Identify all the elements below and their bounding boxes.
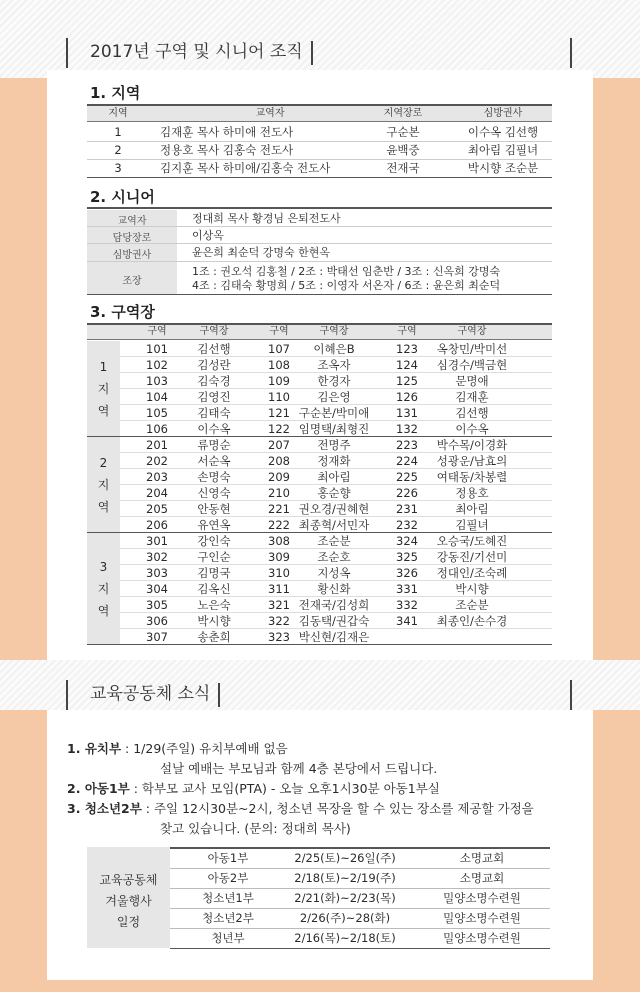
senior-value: 이상옥 xyxy=(192,228,224,242)
schedule-label-line: 일정 xyxy=(116,915,141,929)
leader-row-rule xyxy=(120,420,552,421)
leader-cell: 박신현/김재은 xyxy=(298,630,370,644)
leader-cell: 이수옥 xyxy=(455,422,489,436)
leader-cell: 109 xyxy=(268,374,290,388)
leader-cell: 조순호 xyxy=(317,550,351,564)
leader-cell: 최아림 xyxy=(317,470,351,484)
leader-cell: 326 xyxy=(396,566,418,580)
leader-cell: 성광운/남효의 xyxy=(436,454,508,468)
leader-row-rule xyxy=(120,484,552,485)
leader-cell: 225 xyxy=(396,470,418,484)
education-item-dept: 아동1부 xyxy=(84,781,130,796)
schedule-label-line: 교육공동체 xyxy=(99,873,158,887)
senior-value: 윤은희 최순덕 강명숙 한현옥 xyxy=(192,246,331,259)
leader-cell: 202 xyxy=(146,454,168,468)
district-cell-deaconess: 박시향 조순분 xyxy=(467,161,539,175)
leader-cell: 신영숙 xyxy=(197,486,231,500)
organization-title: 2017년 구역 및 시니어 조직 xyxy=(90,41,313,65)
leader-row-rule xyxy=(120,356,552,357)
leader-cell: 205 xyxy=(146,502,168,516)
leader-cell: 정용호 xyxy=(455,486,489,500)
schedule-cell: 소명교회 xyxy=(459,851,505,865)
leader-row-rule xyxy=(120,500,552,501)
leader-cell: 305 xyxy=(146,598,168,612)
schedule-row-rule xyxy=(170,888,550,889)
leader-cell: 조순분 xyxy=(455,598,489,612)
leader-cell: 123 xyxy=(396,342,418,356)
leaders-title: 3. 구역장 xyxy=(90,303,155,321)
education-item-text-line2: 설날 예배는 부모님과 함께 4층 본당에서 드립니다. xyxy=(160,761,438,776)
leader-cell: 최종혁/서민자 xyxy=(298,518,370,532)
leader-cell: 유연옥 xyxy=(197,518,231,532)
district-label-char: 역 xyxy=(97,500,110,514)
education-item-text: : 1/29(주일) 유치부예배 없음 xyxy=(121,741,288,756)
leader-cell: 정재화 xyxy=(317,454,351,468)
district-cell-num: 1 xyxy=(114,125,122,139)
schedule-cell: 청년부 xyxy=(211,931,245,945)
leader-cell: 108 xyxy=(268,358,290,372)
leader-row-rule xyxy=(120,564,552,565)
leader-row-rule xyxy=(120,612,552,613)
schedule-label-line: 겨울행사 xyxy=(105,894,152,908)
leader-cell: 전재국/김성희 xyxy=(298,598,370,612)
district-cell-deaconess: 최아림 김필녀 xyxy=(467,143,539,157)
district-label-char: 역 xyxy=(97,404,110,418)
districts-title: 1. 지역 xyxy=(90,84,141,102)
leader-cell: 204 xyxy=(146,486,168,500)
leader-cell: 김선행 xyxy=(197,342,231,356)
district-label-char: 역 xyxy=(97,604,110,618)
leader-cell: 208 xyxy=(268,454,290,468)
leader-cell: 홍순향 xyxy=(317,486,351,500)
education-item-2 xyxy=(67,781,440,797)
schedule-cell: 밀양소명수련원 xyxy=(443,911,521,925)
district-group-rule xyxy=(87,436,552,437)
leader-cell: 332 xyxy=(396,598,418,612)
leader-cell: 122 xyxy=(268,422,290,436)
leader-cell: 321 xyxy=(268,598,290,612)
districts-header-cell: 지역 xyxy=(108,108,128,119)
district-label-char: 1 xyxy=(99,360,108,374)
leader-row-rule xyxy=(120,404,552,405)
education-item-dept: 유치부 xyxy=(84,741,122,756)
district-cell-deaconess: 이수옥 김선행 xyxy=(467,125,539,139)
leaders-header-cell: 구역 xyxy=(147,326,167,337)
leader-cell: 102 xyxy=(146,358,168,372)
schedule-row-rule xyxy=(170,928,550,929)
leader-cell: 심경수/백금현 xyxy=(436,358,508,372)
leader-cell: 121 xyxy=(268,406,290,420)
leader-cell: 이수옥 xyxy=(197,422,231,436)
leader-row-rule xyxy=(120,468,552,469)
leader-cell: 210 xyxy=(268,486,290,500)
leader-cell: 김동택/권갑숙 xyxy=(298,614,370,628)
leader-cell: 107 xyxy=(268,342,290,356)
schedule-cell: 2/21(화)~2/23(목) xyxy=(294,891,396,905)
education-item-3 xyxy=(67,801,534,817)
leader-cell: 110 xyxy=(268,390,290,404)
education-item-dept: 청소년2부 xyxy=(84,801,142,816)
education-title: 교육공동체 소식 xyxy=(90,683,220,707)
leader-cell: 임명택/최형진 xyxy=(298,422,370,436)
leaders-header-cell: 구역장 xyxy=(199,326,229,337)
leader-cell: 222 xyxy=(268,518,290,532)
leader-cell: 문명애 xyxy=(455,374,489,388)
education-item-text-line2: 찾고 있습니다. (문의: 정대희 목사) xyxy=(160,821,351,836)
schedule-cell: 청소년1부 xyxy=(202,891,254,905)
leader-cell: 104 xyxy=(146,390,168,404)
education-banner xyxy=(66,680,572,710)
leader-cell: 구인순 xyxy=(197,550,231,564)
organization-banner xyxy=(66,38,572,68)
schedule-cell: 밀양소명수련원 xyxy=(443,931,521,945)
district-group-rule xyxy=(87,532,552,533)
leader-cell: 노은숙 xyxy=(197,598,231,612)
leader-row-rule xyxy=(120,452,552,453)
leader-cell: 201 xyxy=(146,438,168,452)
district-cell-elder: 구순본 xyxy=(386,125,420,139)
schedule-cell: 청소년2부 xyxy=(202,911,254,925)
district-label-char: 3 xyxy=(99,560,108,574)
senior-top-rule xyxy=(87,207,552,209)
senior-label: 조장 xyxy=(122,275,142,287)
leader-cell: 231 xyxy=(396,502,418,516)
schedule-top-rule xyxy=(170,847,550,849)
senior-label: 담당장로 xyxy=(112,232,152,244)
leader-cell: 302 xyxy=(146,550,168,564)
schedule-cell: 아동2부 xyxy=(207,871,249,885)
leader-cell: 209 xyxy=(268,470,290,484)
leader-cell: 황신화 xyxy=(317,582,351,596)
leader-row-rule xyxy=(120,628,552,629)
leader-cell: 김영진 xyxy=(197,390,231,404)
schedule-cell: 소명교회 xyxy=(459,871,505,885)
leader-cell: 224 xyxy=(396,454,418,468)
senior-label: 교역자 xyxy=(117,215,147,227)
leaders-header-cell: 구역장 xyxy=(319,326,349,337)
leaders-header-rule xyxy=(87,339,552,340)
leader-cell: 203 xyxy=(146,470,168,484)
senior-value: 1조 : 권오석 김홍철 / 2조 : 박태선 임춘반 / 3조 : 신옥희 강명숙 xyxy=(192,265,501,278)
leader-cell: 303 xyxy=(146,566,168,580)
leader-cell: 류명순 xyxy=(197,438,231,452)
education-item-name: 2. xyxy=(67,781,85,796)
leader-cell: 126 xyxy=(396,390,418,404)
leader-cell: 김필녀 xyxy=(455,518,489,532)
senior-title: 2. 시니어 xyxy=(90,188,155,206)
districts-header-rule xyxy=(87,121,552,122)
leader-cell: 김숙경 xyxy=(197,374,231,388)
leader-cell: 지성옥 xyxy=(317,566,351,580)
leader-cell: 김은영 xyxy=(317,390,351,404)
leader-cell: 124 xyxy=(396,358,418,372)
leader-cell: 322 xyxy=(268,614,290,628)
leader-cell: 105 xyxy=(146,406,168,420)
leader-cell: 정대인/조숙례 xyxy=(436,566,508,580)
leader-cell: 221 xyxy=(268,502,290,516)
leader-row-rule xyxy=(120,372,552,373)
leader-cell: 안동현 xyxy=(197,502,231,516)
senior-value: 정대희 목사 황경님 은퇴전도사 xyxy=(192,211,341,225)
districts-header-cell: 심방권사 xyxy=(483,108,523,119)
education-item-text: : 주일 12시30분~2시, 청소년 목장을 할 수 있는 장소를 제공할 가정을 xyxy=(141,801,534,816)
leader-cell: 325 xyxy=(396,550,418,564)
leader-cell: 김성란 xyxy=(197,358,231,372)
schedule-cell: 2/26(주)~28(화) xyxy=(299,911,391,925)
leader-cell: 김재훈 xyxy=(455,390,489,404)
leader-cell: 강인숙 xyxy=(197,534,231,548)
district-cell-num: 2 xyxy=(114,143,122,157)
leader-cell: 박시향 xyxy=(197,614,231,628)
leader-cell: 323 xyxy=(268,630,290,644)
leader-cell: 232 xyxy=(396,518,418,532)
leader-cell: 106 xyxy=(146,422,168,436)
leader-cell: 207 xyxy=(268,438,290,452)
district-label-char: 2 xyxy=(99,456,108,470)
leader-cell: 103 xyxy=(146,374,168,388)
leader-row-rule xyxy=(120,548,552,549)
leader-cell: 김옥신 xyxy=(197,582,231,596)
leader-cell: 조순분 xyxy=(317,534,351,548)
leader-row-rule xyxy=(120,388,552,389)
leader-cell: 김선행 xyxy=(455,406,489,420)
districts-header-cell: 교역자 xyxy=(255,108,285,119)
leader-cell: 권오경/권혜현 xyxy=(298,502,370,516)
leader-cell: 308 xyxy=(268,534,290,548)
district-row-rule xyxy=(87,141,552,142)
leader-cell: 226 xyxy=(396,486,418,500)
schedule-row-rule xyxy=(170,908,550,909)
leader-row-rule xyxy=(120,580,552,581)
leader-cell: 최아림 xyxy=(455,502,489,516)
leader-cell: 132 xyxy=(396,422,418,436)
district-cell-pastor: 김지훈 목사 하미애/김홍숙 전도사 xyxy=(160,161,331,175)
district-group-rule xyxy=(87,644,552,645)
leader-cell: 309 xyxy=(268,550,290,564)
leader-cell: 125 xyxy=(396,374,418,388)
senior-label: 심방권사 xyxy=(112,250,152,261)
leader-row-rule xyxy=(120,516,552,517)
district-cell-num: 3 xyxy=(114,161,122,175)
leaders-header-cell: 구역장 xyxy=(457,326,487,337)
leader-cell: 307 xyxy=(146,630,168,644)
leader-cell: 이혜은B xyxy=(313,342,355,356)
education-item-name: 1. xyxy=(67,741,85,756)
leader-cell: 손명숙 xyxy=(197,470,231,484)
leader-cell: 송춘희 xyxy=(197,630,231,644)
schedule-cell: 밀양소명수련원 xyxy=(443,891,521,905)
district-label-char: 지 xyxy=(97,478,110,492)
leader-cell: 311 xyxy=(268,582,290,596)
leaders-header-cell: 구역 xyxy=(397,326,417,337)
leaders-header-cell: 구역 xyxy=(269,326,289,337)
schedule-row-rule xyxy=(170,948,550,949)
leader-cell: 331 xyxy=(396,582,418,596)
leader-cell: 조옥자 xyxy=(317,358,351,372)
leader-cell: 서순옥 xyxy=(197,454,231,468)
education-item-text: : 학부모 교사 모임(PTA) - 오늘 오후1시30분 아동1부실 xyxy=(129,781,440,796)
districts-header-cell: 지역장로 xyxy=(383,108,423,119)
education-item-1 xyxy=(67,741,288,757)
leader-cell: 옥창민/박미선 xyxy=(436,342,508,356)
education-item-name: 3. xyxy=(67,801,85,816)
leader-row-rule xyxy=(120,596,552,597)
leader-cell: 구순본/박미애 xyxy=(298,406,370,420)
district-label-char: 지 xyxy=(97,582,110,596)
schedule-cell: 아동1부 xyxy=(207,851,249,865)
leader-cell: 304 xyxy=(146,582,168,596)
leader-cell: 206 xyxy=(146,518,168,532)
leader-cell: 223 xyxy=(396,438,418,452)
schedule-row-rule xyxy=(170,868,550,869)
district-cell-pastor: 정용호 목사 김홍숙 전도사 xyxy=(160,143,294,157)
leader-cell: 김명국 xyxy=(197,566,231,580)
district-label-char: 지 xyxy=(97,382,110,396)
leader-cell: 박수목/이경화 xyxy=(436,438,508,452)
schedule-cell: 2/25(토)~26일(주) xyxy=(294,851,396,865)
leader-cell: 101 xyxy=(146,342,168,356)
district-row-rule xyxy=(87,159,552,160)
leader-cell: 306 xyxy=(146,614,168,628)
leader-cell: 301 xyxy=(146,534,168,548)
senior-value-line2: 4조 : 김태숙 황명희 / 5조 : 이영자 서온자 / 6조 : 윤은희 최순덕 xyxy=(192,279,501,292)
schedule-cell: 2/18(토)~2/19(주) xyxy=(294,871,396,885)
leader-cell: 김태숙 xyxy=(197,406,231,420)
leader-cell: 강동진/기선미 xyxy=(436,550,508,564)
senior-row-rule xyxy=(87,294,552,295)
leader-cell: 여태동/차봉렬 xyxy=(436,470,508,484)
district-cell-pastor: 김재훈 목사 하미애 전도사 xyxy=(160,125,294,139)
leader-cell: 최종인/손수경 xyxy=(436,614,508,628)
leader-cell: 한경자 xyxy=(317,374,351,388)
leader-cell: 310 xyxy=(268,566,290,580)
leader-cell: 오승국/도혜진 xyxy=(436,534,508,548)
leader-cell: 341 xyxy=(396,614,418,628)
leader-cell: 324 xyxy=(396,534,418,548)
leader-cell: 박시향 xyxy=(455,582,489,596)
district-cell-elder: 윤백중 xyxy=(386,143,420,157)
schedule-cell: 2/16(목)~2/18(토) xyxy=(294,931,396,945)
district-cell-elder: 전재국 xyxy=(386,161,420,175)
leader-cell: 131 xyxy=(396,406,418,420)
leader-cell: 전명주 xyxy=(317,438,351,452)
district-row-rule xyxy=(87,177,552,178)
